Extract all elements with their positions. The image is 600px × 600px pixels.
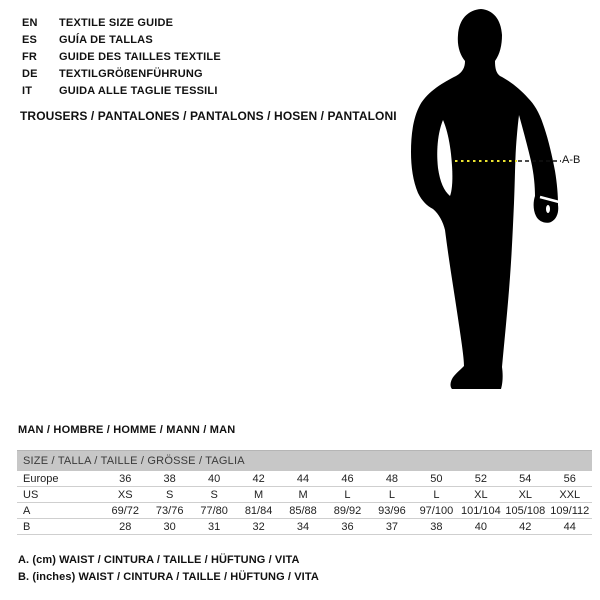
size-cell: 50 <box>430 472 443 485</box>
size-cell: 109/112 <box>550 504 590 517</box>
size-cell: 40 <box>208 472 221 485</box>
size-cell: 81/84 <box>244 504 273 517</box>
size-cell: 42 <box>252 472 265 485</box>
size-cell: 44 <box>563 520 576 533</box>
language-row-es <box>22 32 221 49</box>
size-cell: 36 <box>119 472 132 485</box>
size-cell: 52 <box>474 472 487 485</box>
language-code: IT <box>22 85 33 97</box>
size-cell: 34 <box>296 520 310 533</box>
size-cell: L <box>433 488 440 501</box>
table-row-b-inches <box>17 519 592 535</box>
man-silhouette-figure <box>403 4 573 394</box>
language-label: GUÍA DE TALLAS <box>59 34 153 46</box>
language-row-de <box>22 66 221 83</box>
size-cell: 37 <box>385 520 399 533</box>
size-cell: 42 <box>519 520 532 533</box>
size-cell: XS <box>117 488 133 501</box>
size-table-header: SIZE / TALLA / TAILLE / GRÖSSE / TAGLIA <box>17 450 592 471</box>
language-label: GUIDA ALLE TAGLIE TESSILI <box>59 85 218 97</box>
language-code: FR <box>22 51 38 63</box>
size-cell: 105/108 <box>505 504 546 517</box>
row-label: B <box>23 520 31 533</box>
size-cell: 77/80 <box>200 504 228 517</box>
language-list <box>22 15 221 100</box>
size-cell: M <box>298 488 308 501</box>
language-label: TEXTILGRÖßENFÜHRUNG <box>59 68 203 80</box>
language-row-fr <box>22 49 221 66</box>
row-label: A <box>23 504 31 517</box>
size-cell: L <box>388 488 395 501</box>
size-cell: 28 <box>119 520 132 533</box>
footnote-a: A. (cm) WAIST / CINTURA / TAILLE / HÜFTUNG / VITA <box>18 554 300 566</box>
waist-measure-label: A-B <box>562 154 581 166</box>
size-cell: 44 <box>296 472 310 485</box>
right-thumb-notch <box>546 205 550 213</box>
size-cell: 56 <box>563 472 576 485</box>
size-cell: XL <box>474 488 488 501</box>
size-cell: 69/72 <box>111 504 139 517</box>
language-code: EN <box>22 17 38 29</box>
size-table <box>17 450 592 535</box>
size-cell: M <box>254 488 264 501</box>
man-silhouette-shape <box>411 9 558 389</box>
language-label: TEXTILE SIZE GUIDE <box>59 17 174 29</box>
language-code: DE <box>22 68 38 80</box>
size-cell: 73/76 <box>155 504 184 517</box>
size-cell: 54 <box>519 472 532 485</box>
size-cell: 93/96 <box>378 504 406 517</box>
size-cell: 101/104 <box>460 504 501 517</box>
size-cell: 46 <box>341 472 354 485</box>
size-cell: 36 <box>341 520 354 533</box>
size-cell: XL <box>518 488 533 501</box>
size-cell: 32 <box>252 520 265 533</box>
size-cell: 48 <box>385 472 399 485</box>
size-cell: 31 <box>208 520 221 533</box>
garment-title: TROUSERS / PANTALONES / PANTALONS / HOSEN / PANTALONI <box>20 109 397 123</box>
language-code: ES <box>22 34 38 46</box>
table-row-europe <box>17 471 592 487</box>
measurement-footnotes <box>18 552 319 586</box>
size-cell: 30 <box>163 520 176 533</box>
size-cell: 38 <box>163 472 176 485</box>
language-row-en <box>22 15 221 32</box>
language-row-it <box>22 83 221 100</box>
footnote-b: B. (inches) WAIST / CINTURA / TAILLE / HÜFTUNG / VITA <box>18 571 319 583</box>
size-cell: 97/100 <box>419 504 454 517</box>
man-silhouette-svg <box>403 4 573 394</box>
row-label: Europe <box>23 472 59 485</box>
size-cell: 85/88 <box>289 504 317 517</box>
size-cell: S <box>166 488 174 501</box>
table-row-us <box>17 487 592 503</box>
size-cell: XXL <box>559 488 581 501</box>
size-cell: S <box>210 488 218 501</box>
gender-section-title: MAN / HOMBRE / HOMME / MANN / MAN <box>18 424 236 436</box>
size-cell: L <box>344 488 351 501</box>
size-cell: 89/92 <box>333 504 362 517</box>
row-label: US <box>23 488 39 501</box>
size-cell: 40 <box>474 520 487 533</box>
size-cell: 38 <box>430 520 443 533</box>
table-row-a-cm <box>17 503 592 519</box>
language-label: GUIDE DES TAILLES TEXTILE <box>59 51 221 63</box>
